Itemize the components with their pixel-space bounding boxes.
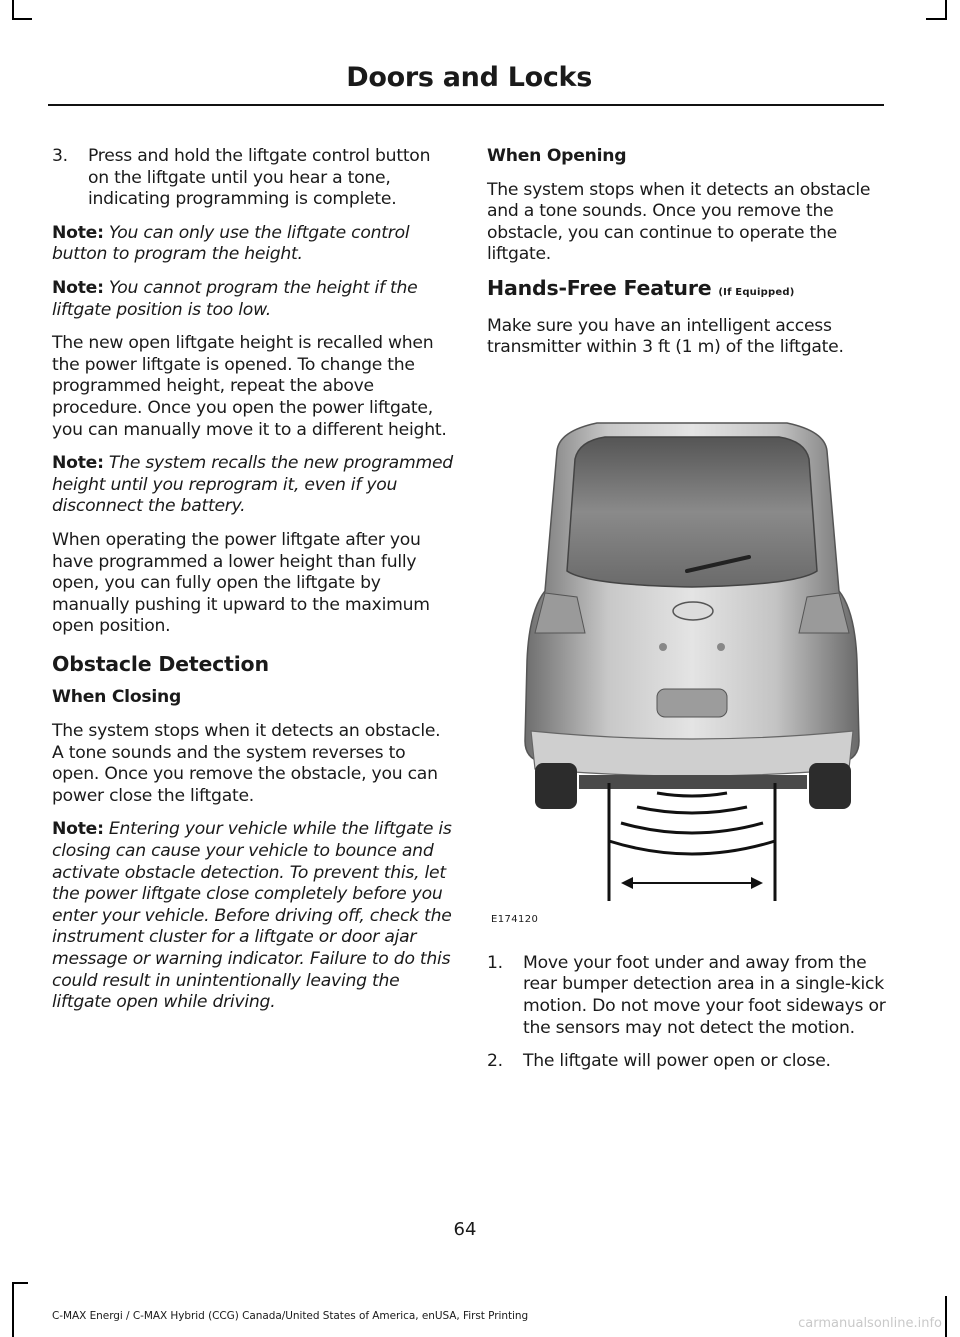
step-text: Press and hold the liftgate control button on the liftgate until you hear a tone, indicating programming is complete. <box>88 146 431 210</box>
note-text: You cannot program the height if the liftgate position is too low. <box>52 277 418 320</box>
note <box>52 223 454 266</box>
crop-mark <box>945 1296 947 1337</box>
subsection-heading: When Opening <box>487 146 627 166</box>
page-title: Doors and Locks <box>346 62 592 93</box>
section-heading <box>487 275 889 304</box>
section-heading-text: Hands-Free Feature <box>487 275 712 300</box>
crop-mark <box>12 1282 14 1337</box>
vehicle-rear-illustration-svg <box>487 371 887 911</box>
crop-mark <box>12 0 14 18</box>
list-item <box>487 953 889 1039</box>
page-number: 64 <box>453 1219 477 1240</box>
step-number: 2. <box>487 1051 503 1072</box>
footer-text: C-MAX Energi / C-MAX Hybrid (CCG) Canada/United States of America, enUSA, First Printing <box>52 1310 529 1322</box>
note <box>52 819 454 1013</box>
note-label: Note: <box>52 453 104 474</box>
crop-mark <box>12 1282 28 1284</box>
left-column <box>52 146 454 1026</box>
paragraph: Make sure you have an intelligent access transmitter within 3 ft (1 m) of the liftgate. <box>487 315 844 358</box>
paragraph: When operating the power liftgate after you have programmed a lower height than fully open, you can fully open the liftgate by manually pushing it upward to the maximum open position. <box>52 529 430 637</box>
note <box>52 278 454 321</box>
note-text: Entering your vehicle while the liftgate is closing can cause your vehicle to bounce and activate obstacle detection. To prevent this, let the power liftgate close completely before you enter your vehicle. Before driving off, check the instrument cluster for a liftgate or door ajar message or warning indicator. Failure to do this could result in unintentionally leaving the liftgate open while driving. <box>52 819 452 1013</box>
header-divider <box>48 104 884 106</box>
crop-mark <box>12 18 32 20</box>
right-column <box>487 146 889 1085</box>
note <box>52 453 454 518</box>
paragraph: The system stops when it detects an obstacle and a tone sounds. Once you remove the obstacle, you can continue to operate the liftgate. <box>487 179 871 265</box>
paragraph: The system stops when it detects an obstacle. A tone sounds and the system reverses to open. Once you remove the obstacle, you can power close the liftgate. <box>52 721 441 806</box>
subsection-heading: When Closing <box>52 687 182 708</box>
if-equipped-tag: (If Equipped) <box>718 286 795 298</box>
step-number: 3. <box>52 146 68 166</box>
note-label: Note: <box>52 222 104 243</box>
section-heading: Obstacle Detection <box>52 651 269 676</box>
step-text: Move your foot under and away from the rear bumper detection area in a single-kick motion. Do not move your foot sideways or the sensors may not detect the motion. <box>523 952 886 1038</box>
list-item <box>52 146 454 211</box>
note-text: The system recalls the new programmed height until you reprogram it, even if you disconnect the battery. <box>52 453 453 517</box>
figure-code: E174120 <box>491 914 539 926</box>
note-text: You can only use the liftgate control button to program the height. <box>52 222 410 265</box>
list-item <box>487 1051 889 1073</box>
note-label: Note: <box>52 277 104 298</box>
crop-mark <box>945 0 947 18</box>
step-number: 1. <box>487 952 503 973</box>
paragraph: The new open liftgate height is recalled when the power liftgate is opened. To change the programmed height, repeat the above procedure. Once you open the power liftgate, you can manually move it to a different height. <box>52 333 447 440</box>
step-text: The liftgate will power open or close. <box>523 1051 831 1072</box>
vehicle-rear-illustration <box>487 371 887 931</box>
crop-mark <box>926 18 947 20</box>
watermark: carmanualsonline.info <box>798 1316 942 1331</box>
note-label: Note: <box>52 819 104 840</box>
